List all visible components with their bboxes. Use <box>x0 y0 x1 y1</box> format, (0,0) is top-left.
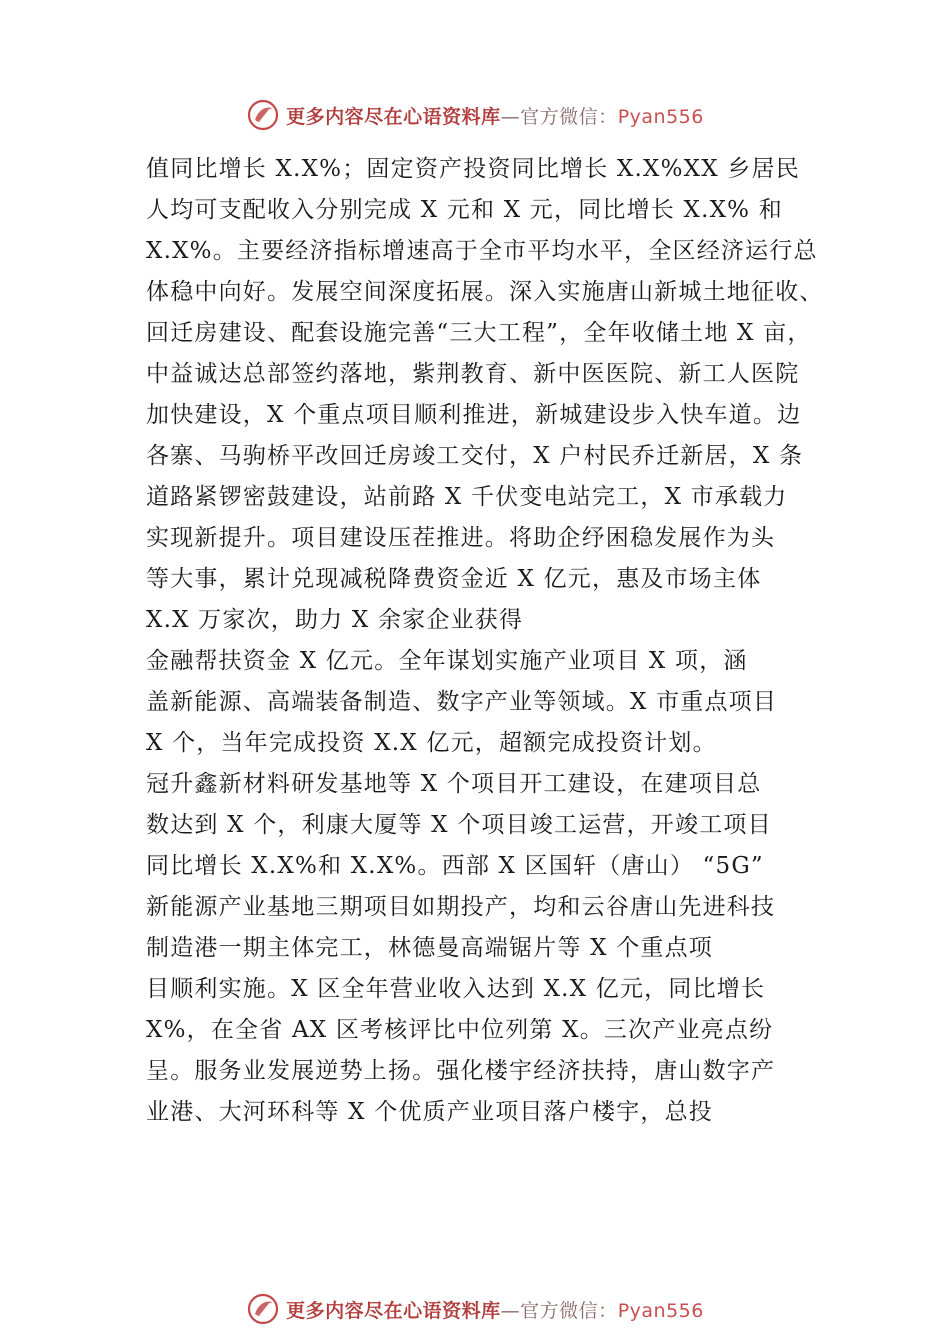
banner-handle: Pyan556 <box>617 1299 704 1322</box>
text-line: 等大事，累计兑现减税降费资金近 X 亿元，惠及市场主体 <box>146 566 762 592</box>
banner-text <box>286 1296 704 1323</box>
brand-logo-icon <box>246 98 280 132</box>
text-line: 道路紧锣密鼓建设，站前路 X 千伏变电站完工，X 市承载力 <box>146 484 788 510</box>
text-line: 体稳中向好。发展空间深度拓展。深入实施唐山新城土地征收、 <box>146 279 824 305</box>
text-line: 数达到 X 个，利康大厦等 X 个项目竣工运营，开竣工项目 <box>146 812 772 838</box>
text-line: 盖新能源、高端装备制造、数字产业等领域。X 市重点项目 <box>146 689 778 715</box>
text-line: 值同比增长 X.X%；固定资产投资同比增长 X.X%XX 乡居民 <box>146 156 800 182</box>
text-line: X.X 万家次，助力 X 余家企业获得 <box>146 607 524 633</box>
text-line: X.X%。主要经济指标增速高于全市平均水平，全区经济运行总 <box>146 238 818 264</box>
text-line: 新能源产业基地三期项目如期投产，均和云谷唐山先进科技 <box>146 894 776 920</box>
document-body <box>146 149 836 1133</box>
banner-official: 官方微信： <box>520 105 618 128</box>
text-line: 各寨、马驹桥平改回迁房竣工交付，X 户村民乔迁新居，X 条 <box>146 443 804 469</box>
text-line: 回迁房建设、配套设施完善“三大工程”，全年收储土地 X 亩， <box>146 320 812 346</box>
text-line: X%，在全省 AX 区考核评比中位列第 X。三次产业亮点纷 <box>146 1017 774 1043</box>
text-line: 加快建设，X 个重点项目顺利推进，新城建设步入快车道。边 <box>146 402 802 428</box>
text-line: 实现新提升。项目建设压茬推进。将助企纾困稳发展作为头 <box>146 525 776 551</box>
text-line: 呈。服务业发展逆势上扬。强化楼宇经济扶持，唐山数字产 <box>146 1058 776 1084</box>
text-line: 金融帮扶资金 X 亿元。全年谋划实施产业项目 X 项，涵 <box>146 648 748 674</box>
text-line: 目顺利实施。X 区全年营业收入达到 X.X 亿元，同比增长 <box>146 976 766 1002</box>
banner-separator: — <box>500 1299 521 1322</box>
text-line: 中益诚达总部签约落地，紫荆教育、新中医医院、新工人医院 <box>146 361 800 387</box>
banner-brand: 更多内容尽在心语资料库 <box>286 1299 501 1322</box>
text-line: 人均可支配收入分别完成 X 元和 X 元，同比增长 X.X% 和 <box>146 197 783 223</box>
header-banner <box>0 95 950 135</box>
text-line: 同比增长 X.X%和 X.X%。西部 X 区国轩（唐山） “5G” <box>146 853 764 879</box>
footer-banner <box>0 1289 950 1329</box>
banner-separator: — <box>500 105 521 128</box>
banner-official: 官方微信： <box>520 1299 618 1322</box>
banner-text <box>286 102 704 129</box>
brand-logo-icon <box>246 1292 280 1326</box>
banner-handle: Pyan556 <box>617 105 704 128</box>
text-line: X 个，当年完成投资 X.X 亿元，超额完成投资计划。 <box>146 730 717 756</box>
banner-brand: 更多内容尽在心语资料库 <box>286 105 501 128</box>
text-line: 业港、大河环科等 X 个优质产业项目落户楼宇，总投 <box>146 1099 713 1125</box>
text-line: 冠升鑫新材料研发基地等 X 个项目开工建设，在建项目总 <box>146 771 762 797</box>
text-line: 制造港一期主体完工，林德曼高端锯片等 X 个重点项 <box>146 935 713 961</box>
